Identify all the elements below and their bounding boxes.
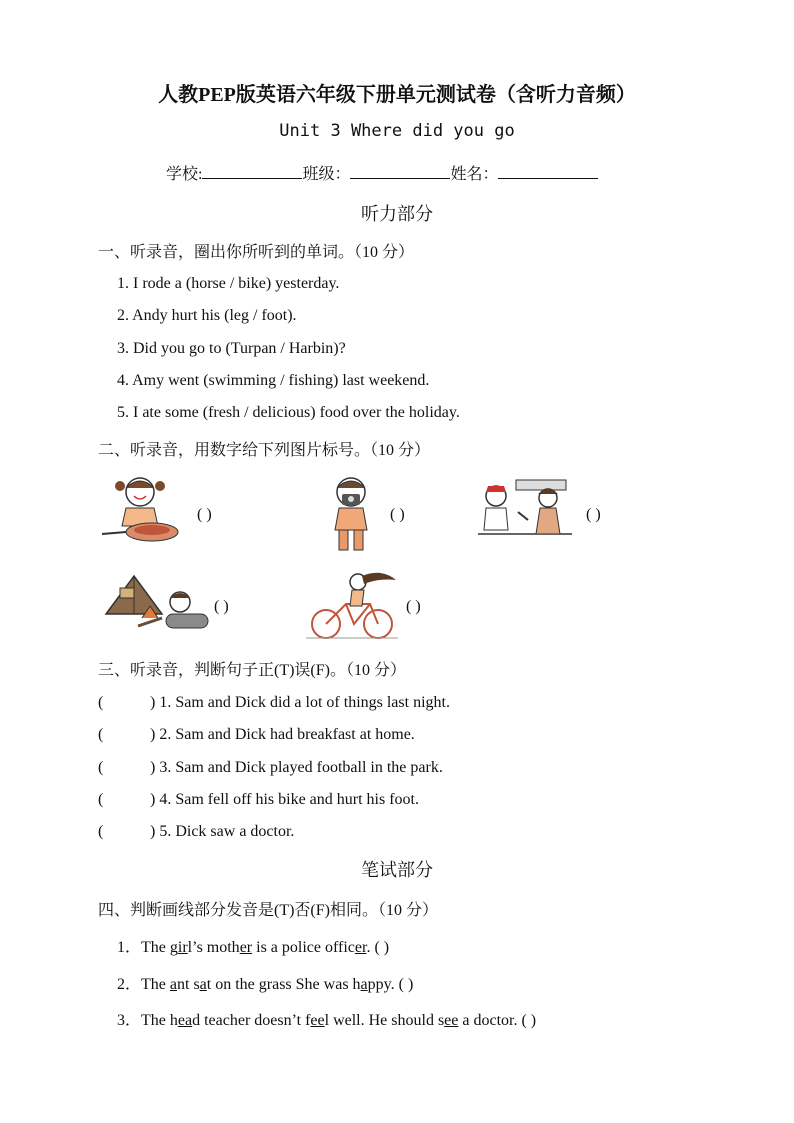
question-1-item: 2. Andy hurt his (leg / foot). (117, 307, 297, 324)
picture-2-answer-bracket[interactable]: ( ) (390, 506, 405, 523)
item-number: 1． (117, 939, 142, 956)
camping-icon (100, 568, 210, 636)
tf-bracket[interactable]: ( (98, 759, 104, 776)
boy-taking-photo-icon (322, 474, 380, 554)
shopping-icon (478, 476, 572, 544)
question-1-item: 4. Amy went (swimming / fishing) last weekend. (117, 372, 430, 389)
question-3-title: 三、听录音，判断句子正(T)误(F)。（10 分） (98, 662, 406, 679)
name-label: 姓名： (450, 166, 499, 183)
question-4-item (117, 1007, 536, 1030)
writing-heading: 笔试部分 (361, 860, 433, 880)
tf-bracket[interactable]: ( (98, 823, 104, 840)
picture-1-answer-bracket[interactable]: ( ) (197, 506, 212, 523)
underlined-letters: er (239, 939, 253, 956)
name-blank[interactable] (498, 164, 598, 179)
sentence-text: The h (141, 1012, 178, 1029)
sentence-text: The g (141, 939, 178, 956)
tf-bracket[interactable]: ( (98, 694, 104, 711)
sentence-text: l well. He should s (324, 1012, 445, 1029)
listening-heading: 听力部分 (361, 204, 433, 224)
answer-bracket[interactable]: . ( ) (366, 939, 390, 956)
page-title: 人教PEP版英语六年级下册单元测试卷（含听力音频） (158, 84, 636, 106)
item-number: 2． (117, 976, 142, 993)
underlined-letters: ee (444, 1012, 459, 1029)
sentence-text: The (141, 976, 170, 993)
question-3-item: ) 5. Dick saw a doctor. (150, 823, 295, 840)
picture-5-answer-bracket[interactable]: ( ) (406, 598, 421, 615)
sentence-text: is a police offic (252, 939, 355, 956)
unit-subtitle: Unit 3 Where did you go (279, 121, 515, 141)
picture-4-answer-bracket[interactable]: ( ) (214, 598, 229, 615)
underlined-letters: ee (310, 1012, 325, 1029)
question-1-title: 一、听录音，圈出你所听到的单词。（10 分） (98, 244, 415, 261)
tf-bracket[interactable]: ( (98, 726, 104, 743)
item-number: 3． (117, 1012, 142, 1029)
tf-bracket[interactable]: ( (98, 791, 104, 808)
question-1-item: 5. I ate some (fresh / delicious) food over the holiday. (117, 404, 460, 421)
underlined-letters: ea (177, 1012, 193, 1029)
question-3-item: ) 1. Sam and Dick did a lot of things last night. (150, 694, 450, 711)
question-1-item: 1. I rode a (horse / bike) yesterday. (117, 275, 340, 292)
school-label: 学校: (166, 166, 203, 183)
sentence-text: nt s (177, 976, 200, 993)
question-1-item: 3. Did you go to (Turpan / Harbin)? (117, 340, 346, 357)
question-3-item: ) 4. Sam fell off his bike and hurt his foot. (150, 791, 419, 808)
question-4-item (117, 971, 413, 994)
class-blank[interactable] (350, 164, 450, 179)
underlined-letters: ir (177, 939, 188, 956)
question-3-item: ) 2. Sam and Dick had breakfast at home. (150, 726, 415, 743)
underlined-letters: a (199, 976, 207, 993)
girl-cooking-icon (100, 472, 186, 550)
underlined-letters: a (169, 976, 177, 993)
underlined-letters: er (354, 939, 367, 956)
class-label: 班级： (302, 166, 351, 183)
sentence-text: t on the grass She was h (206, 976, 361, 993)
question-4-title: 四、判断画线部分发音是(T)否(F)相同。（10 分） (98, 902, 438, 919)
question-3-item: ) 3. Sam and Dick played football in the park. (150, 759, 443, 776)
question-4-item (117, 934, 389, 957)
girl-riding-bike-icon (304, 568, 400, 642)
sentence-text: d teacher doesn’t f (192, 1012, 311, 1029)
answer-bracket[interactable]: a doctor. ( ) (458, 1012, 537, 1029)
school-blank[interactable] (202, 164, 302, 179)
student-info-line (166, 161, 598, 184)
question-2-title: 二、听录音，用数字给下列图片标号。（10 分） (98, 442, 431, 459)
answer-bracket[interactable]: ppy. ( ) (367, 976, 414, 993)
picture-3-answer-bracket[interactable]: ( ) (586, 506, 601, 523)
underlined-letters: a (360, 976, 368, 993)
sentence-text: l’s moth (187, 939, 240, 956)
